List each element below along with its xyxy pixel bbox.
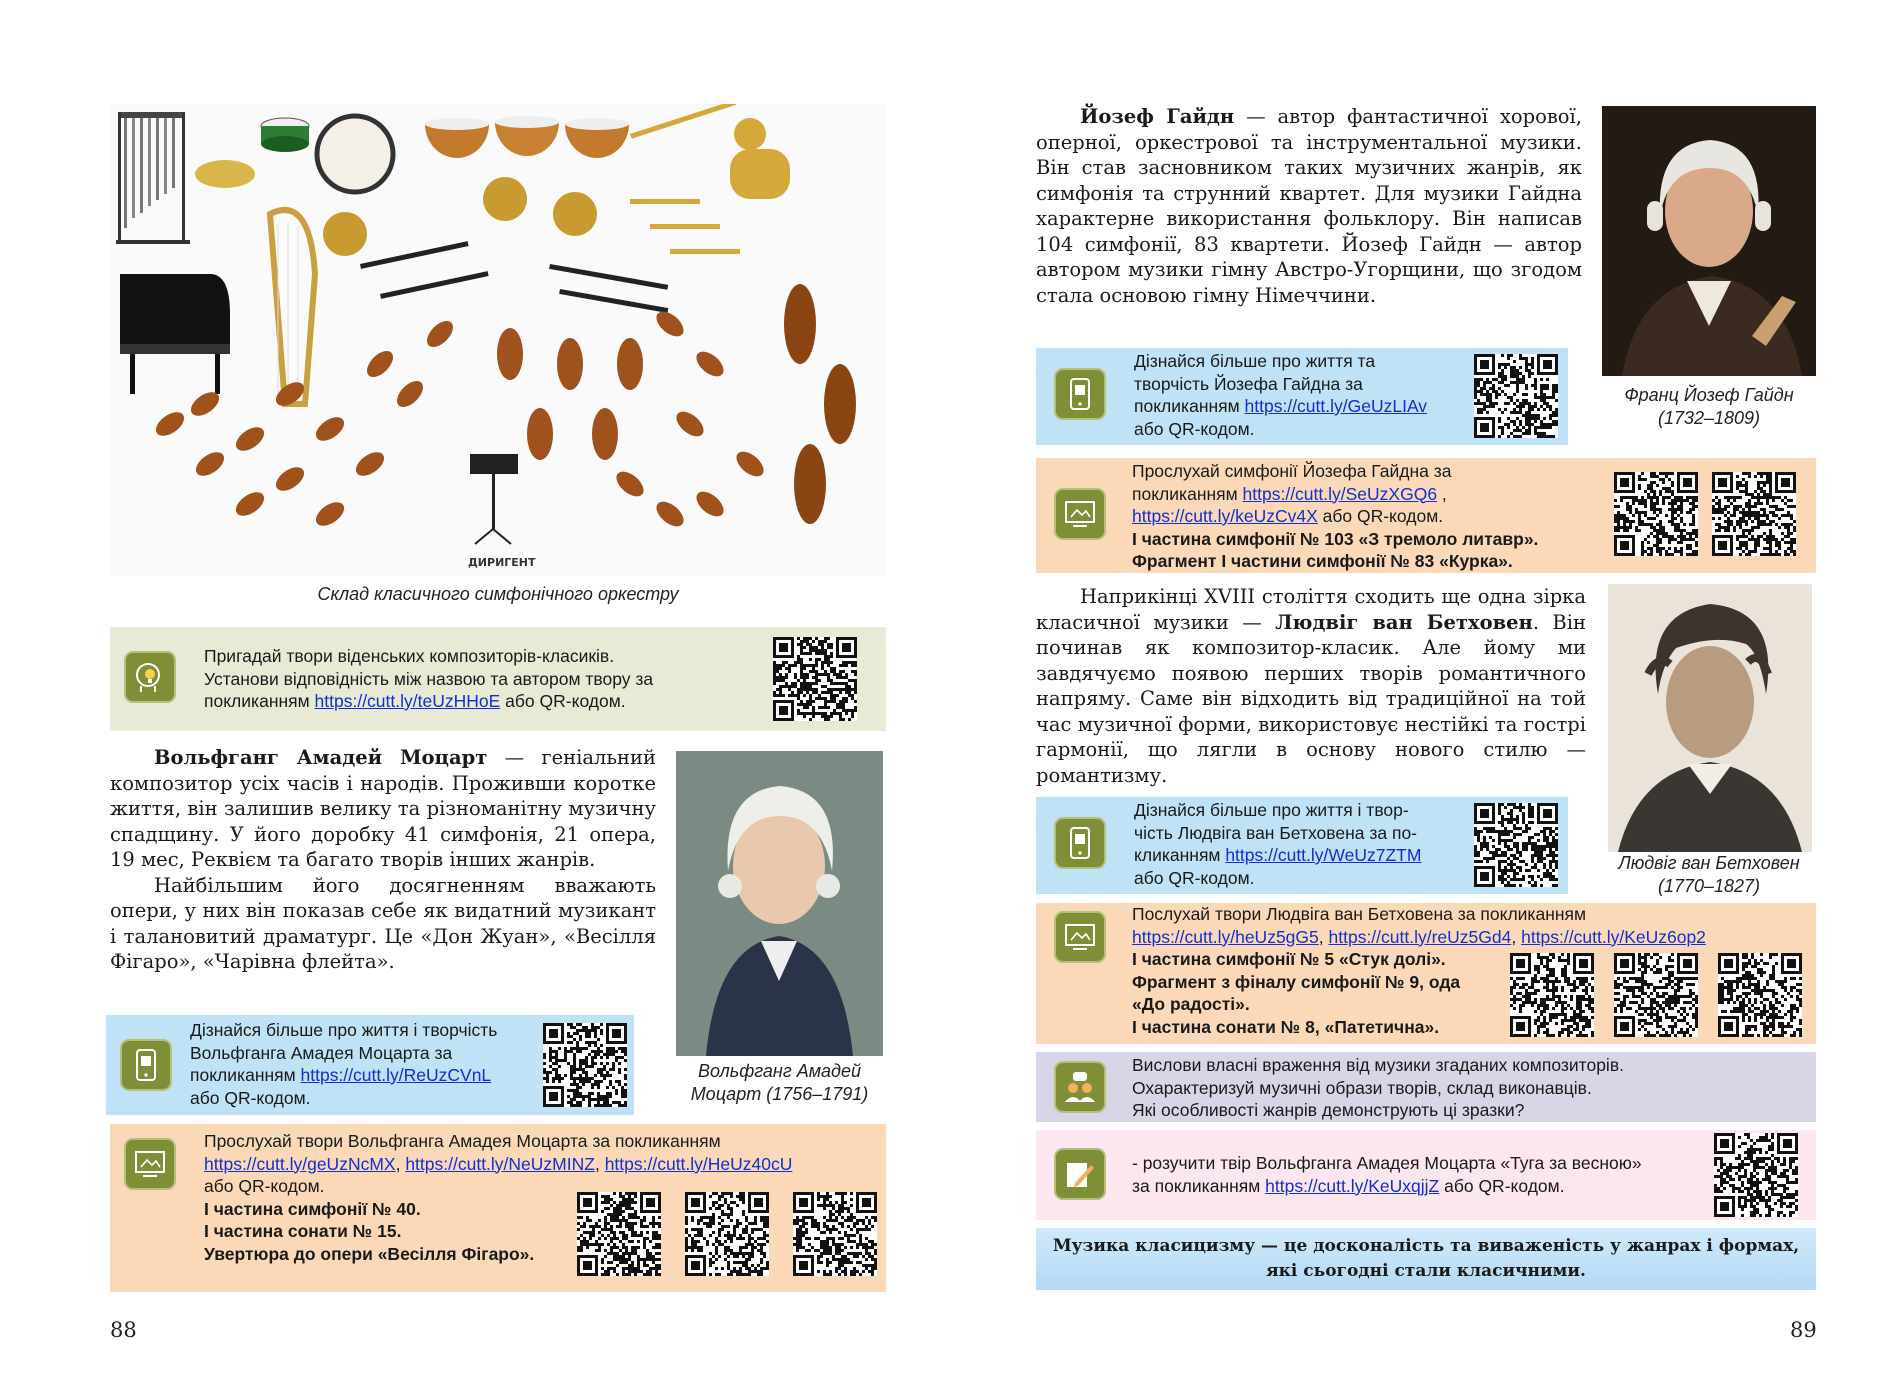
conductor-stand-icon (470, 454, 518, 544)
qr-code-icon[interactable] (1712, 472, 1796, 556)
haydn-listen-line-2: покликанням (1132, 483, 1243, 504)
qr-code-icon[interactable] (1510, 953, 1594, 1037)
music-screen-icon (1054, 488, 1106, 540)
mozart-caption (676, 1060, 883, 1106)
mozart-listen-link-2[interactable]: https://cutt.ly/NeUzMINZ (405, 1153, 595, 1174)
mozart-paragraph-1: — геніальний композитор усіх часів і народів. Проживши коротке життя, він залишив велику та різноманітну музичну спадщину. У його доробку 41 симфонія, 21 опера, 19 мес, Реквієм та багато творів інших жанрів. (110, 746, 656, 871)
haydn-work-1: І частина симфонії № 103 «З тремоло литавр». (1132, 528, 1539, 549)
beethoven-caption-line-2: (1770–1827) (1657, 876, 1761, 896)
qr-code-icon[interactable] (793, 1192, 877, 1276)
page-number-right: 89 (1790, 1318, 1817, 1342)
conductor-label: ДИРИГЕНТ (468, 556, 536, 569)
haydn-info-line-4: або QR-кодом. (1134, 418, 1255, 439)
mozart-listen-box: Прослухай твори Вольфганга Амадея Моцарта за покликанням https://cutt.ly/geUzNcMX, https://cutt.ly/NeUzMINZ, https://cutt.ly/HeUz40cU або QR-кодом. І частина симфонії № 40. І частина сонати № 15. Увертюра до опери «Весілля Фігаро». (110, 1124, 886, 1292)
qr-code-icon[interactable] (1614, 953, 1698, 1037)
beethoven-caption-line-1: Людвіг ван Бетховен (1618, 853, 1800, 873)
tubular-bells-icon (116, 112, 190, 244)
beethoven-paragraph-start: Наприкінці XVIII століття сходить ще одна зірка класичної музики — (1036, 585, 1586, 634)
woodwind-instruments-icon (360, 241, 668, 313)
beethoven-listen-line-1: Послухай твори Людвіга ван Бетховена за покликанням (1132, 904, 1587, 924)
mozart-caption-line-2: Моцарт (1756–1791) (690, 1084, 869, 1104)
beethoven-info-box (1036, 797, 1568, 894)
mozart-info-line-2: Вольфганга Амадея Моцарта за (190, 1042, 453, 1063)
haydn-listen-line-1: Прослухай симфонії Йозефа Гайдна за (1132, 461, 1452, 481)
haydn-info-box (1036, 348, 1568, 445)
recall-line-1: Пригадай твори віденських композиторів-класиків. (204, 646, 615, 666)
recall-link[interactable]: https://cutt.ly/teUzHHoE (314, 691, 501, 711)
learn-line-1: - розучити твір Вольфганга Амадея Моцарта «Туга за весною» (1132, 1153, 1642, 1173)
beethoven-portrait (1608, 584, 1812, 852)
haydn-caption-line-2: (1732–1809) (1657, 408, 1761, 428)
learn-link[interactable]: https://cutt.ly/KeUxqjjZ (1265, 1175, 1440, 1196)
conclusion-line-2: які сьогодні стали класичними. (1266, 1261, 1586, 1281)
beethoven-info-line-2: чість Людвіга ван Бетховена за по- (1134, 822, 1418, 843)
beethoven-listen-link-3[interactable]: https://cutt.ly/KeUz6op2 (1521, 926, 1706, 947)
mozart-info-line-1: Дізнайся більше про життя і творчість (190, 1020, 498, 1040)
qr-code-icon[interactable] (577, 1192, 661, 1276)
mozart-listen-line-3: або QR-кодом. (204, 1176, 325, 1196)
recall-line-2: Установи відповідність між назвою та автором твору за (204, 668, 654, 689)
haydn-listen-line-3-end: або QR-кодом. (1317, 506, 1444, 526)
beethoven-caption (1602, 852, 1816, 898)
mozart-info-line-3: покликанням (190, 1065, 301, 1085)
orchestra-illustration (110, 104, 886, 576)
learn-line-2: за покликанням (1132, 1175, 1266, 1196)
reflect-box (1036, 1052, 1816, 1122)
beethoven-work-2: Фрагмент з фіналу симфонії № 9, ода (1132, 971, 1461, 992)
mozart-listen-link-3[interactable]: https://cutt.ly/HeUz40cU (604, 1153, 793, 1174)
brain-lightbulb-icon (124, 651, 176, 703)
mozart-info-box (106, 1015, 634, 1115)
beethoven-listen-link-2[interactable]: https://cutt.ly/reUz5Gd4 (1328, 926, 1512, 947)
recall-box (110, 627, 886, 731)
grand-piano-icon (120, 274, 230, 394)
haydn-listen-link-2[interactable]: https://cutt.ly/keUzCv4X (1132, 506, 1318, 526)
qr-code-icon[interactable] (1718, 953, 1802, 1037)
reflect-line-3: Які особливості жанрів демонструють ці зразки? (1132, 1100, 1525, 1120)
beethoven-info-line-3: кликанням (1134, 845, 1226, 865)
haydn-portrait (1602, 106, 1816, 376)
mozart-listen-line-1: Прослухай твори Вольфганга Амадея Моцарта за покликанням (204, 1131, 721, 1151)
timpani-icon (425, 116, 629, 158)
qr-code-icon[interactable] (773, 637, 857, 721)
snare-drum-icon (261, 118, 309, 152)
beethoven-listen-link-1[interactable]: https://cutt.ly/heUz5gG5 (1132, 926, 1319, 947)
cymbal-icon (195, 160, 255, 188)
qr-code-icon[interactable] (685, 1192, 769, 1276)
beethoven-info-link[interactable]: https://cutt.ly/WeUz7ZTM (1225, 845, 1422, 865)
haydn-name: Йозеф Гайдн (1080, 105, 1235, 128)
haydn-listen-line-2-end: , (1437, 483, 1447, 504)
qr-code-icon[interactable] (1714, 1133, 1798, 1217)
beethoven-info-line-4: або QR-кодом. (1134, 867, 1255, 888)
pen-writing-icon (1054, 1148, 1106, 1200)
discussion-people-icon (1054, 1061, 1106, 1113)
figure-caption: Склад класичного симфонічного оркестру (317, 584, 679, 604)
reflect-line-2: Охарактеризуй музичні образи творів, склад виконавців. (1132, 1077, 1592, 1098)
music-screen-icon (1054, 911, 1106, 963)
string-instruments-icon (152, 284, 856, 531)
beethoven-listen-box: Послухай твори Людвіга ван Бетховена за покликанням https://cutt.ly/heUz5gG5, https://cutt.ly/reUz5Gd4, https://cutt.ly/KeUz6op2 І частина симфонії № 5 «Стук долі». Фрагмент з фіналу симфонії № 9, ода «До радості». І частина сонати № 8, «Патетична». (1036, 903, 1816, 1044)
mozart-portrait (676, 751, 883, 1056)
mozart-listen-link-1[interactable]: https://cutt.ly/geUzNcMX (204, 1153, 396, 1174)
beethoven-work-3: «До радості». (1132, 994, 1250, 1014)
haydn-listen-link-1[interactable]: https://cutt.ly/SeUzXGQ6 (1242, 483, 1438, 504)
haydn-work-2: Фрагмент І частини симфонії № 83 «Курка». (1132, 551, 1513, 571)
haydn-info-line-2: творчість Йозефа Гайдна за (1134, 373, 1363, 394)
learn-line-2-end: або QR-кодом. (1439, 1175, 1565, 1196)
mozart-info-line-4: або QR-кодом. (190, 1087, 311, 1108)
mozart-work-2: І частина сонати № 15. (204, 1221, 402, 1241)
phone-qr-icon (120, 1039, 172, 1091)
qr-code-icon[interactable] (543, 1023, 627, 1107)
conclusion-line-1: Музика класицизму — це досконалість та виваженість у жанрах і формах, (1052, 1236, 1800, 1256)
beethoven-name: Людвіг ван Бетховен (1275, 610, 1533, 634)
mozart-text (110, 745, 656, 975)
mozart-caption-line-1: Вольфганг Амадей (697, 1061, 862, 1081)
recall-line-3: покликанням (204, 691, 315, 711)
harp-icon (270, 210, 315, 404)
music-screen-icon (124, 1138, 176, 1190)
mozart-work-1: І частина симфонії № 40. (204, 1198, 421, 1219)
recall-line-3-end: або QR-кодом. (500, 691, 626, 711)
beethoven-info-line-1: Дізнайся більше про життя і твор- (1134, 800, 1409, 820)
haydn-listen-box (1036, 458, 1816, 573)
haydn-caption-line-1: Франц Йозеф Гайдн (1624, 385, 1794, 405)
haydn-paragraph: — автор фантастичної хорової, оперної, оркестрової та інструментальної музики. Він став засновником таких музичних жанрів, як симфонія та струнний квартет. Для музики Гайдна характерне використання фольклору. Він написав 104 симфонії, 83 квартети. Йозеф Гайдн — автор автором музики гімну Австро-Угорщини, що згодом стала основою гімну Німеччини. (1036, 105, 1582, 307)
haydn-info-link[interactable]: https://cutt.ly/GeUzLIAv (1244, 396, 1428, 416)
beethoven-work-1: І частина симфонії № 5 «Стук долі». (1132, 949, 1446, 969)
qr-code-icon[interactable] (1474, 803, 1558, 887)
beethoven-work-4: І частина сонати № 8, «Патетична». (1132, 1016, 1440, 1037)
bass-drum-icon (317, 116, 393, 192)
qr-code-icon[interactable] (1614, 472, 1698, 556)
haydn-info-line-3: покликанням (1134, 396, 1245, 416)
reflect-line-1: Вислови власні враження від музики згаданих композиторів. (1132, 1055, 1624, 1075)
haydn-text (1036, 104, 1582, 308)
conclusion-box (1036, 1228, 1816, 1290)
mozart-name: Вольфганг Амадей Моцарт (154, 746, 488, 769)
mozart-info-link[interactable]: https://cutt.ly/ReUzCVnL (300, 1065, 492, 1085)
page-number-left: 88 (110, 1318, 137, 1342)
beethoven-text (1036, 584, 1586, 788)
haydn-caption (1602, 384, 1816, 430)
phone-qr-icon (1054, 817, 1106, 869)
haydn-info-line-1: Дізнайся більше про життя та (1134, 351, 1376, 371)
beethoven-paragraph-rest: . Він починав як композитор-класик. Але йому ми завдячуємо появою перших творів романтичного напряму. Саме він відходить від традиційної на той час музичної форми, використовує нестійкі та гострі гармонії, що лягли в основу нового стилю — романтизму. (1036, 610, 1586, 787)
learn-box (1036, 1130, 1816, 1220)
mozart-paragraph-2: Найбільшим його досягненням вважають опери, у них він показав себе як видатний музикант і талановитий драматург. Це «Дон Жуан», «Весілля Фігаро», «Чарівна флейта». (110, 873, 656, 973)
qr-code-icon[interactable] (1474, 354, 1558, 438)
phone-qr-icon (1054, 368, 1106, 420)
mozart-work-3: Увертюра до опери «Весілля Фігаро». (204, 1243, 535, 1264)
